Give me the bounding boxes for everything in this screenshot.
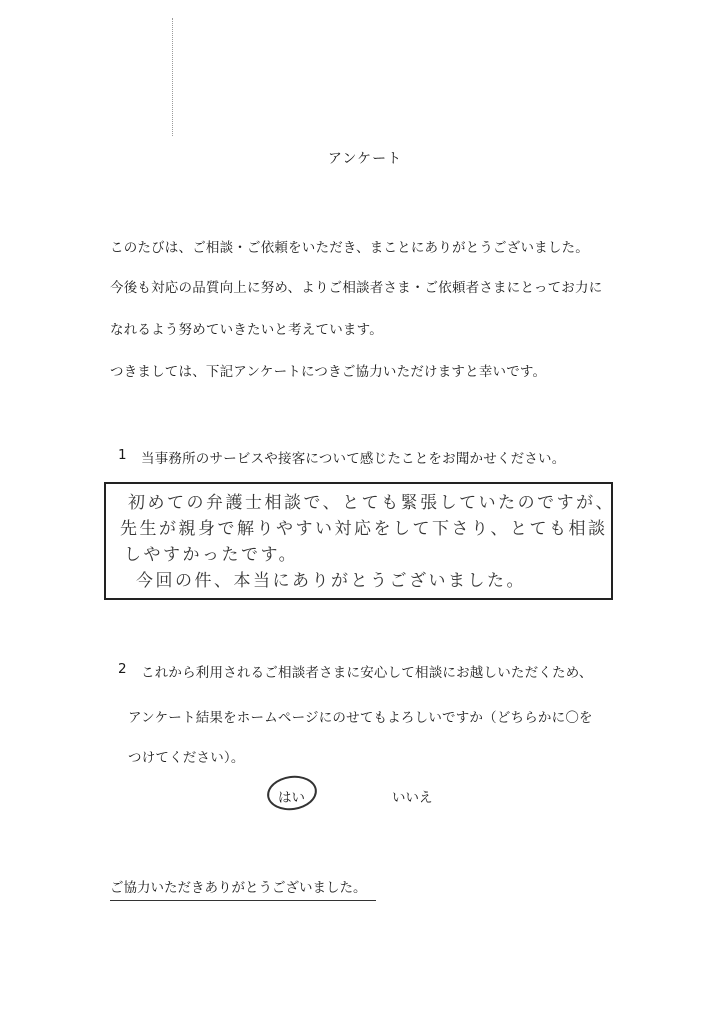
intro-line-3: なれるよう努めていきたいと考えています。 xyxy=(110,322,383,338)
question-2-line-1: これから利用されるご相談者さまに安心して相談にお越しいただくため、 xyxy=(141,665,593,681)
handwritten-answer-line-1: 初めての弁護士相談で、とても緊張していたのですが、 xyxy=(128,493,616,513)
question-2-line-2: アンケート結果をホームページにのせてもよろしいですか（どちらかに〇を xyxy=(128,710,593,726)
handwritten-answer-line-3: しやすかったです。 xyxy=(124,545,299,565)
intro-line-4: つきましては、下記アンケートにつきご協力いただけますと幸いです。 xyxy=(110,364,547,380)
intro-line-1: このたびは、ご相談・ご依頼をいただき、まことにありがとうございました。 xyxy=(110,240,589,256)
handwritten-answer-line-2: 先生が親身で解りやすい対応をして下さり、とても相談 xyxy=(120,519,608,539)
closing-message: ご協力いただきありがとうございました。 xyxy=(110,876,376,901)
question-1-text: 当事務所のサービスや接客について感じたことをお聞かせください。 xyxy=(141,451,566,467)
question-1-number: 1 xyxy=(118,447,127,463)
question-2-number: 2 xyxy=(118,661,127,677)
intro-line-2: 今後も対応の品質向上に努め、よりご相談者さま・ご依頼者さまにとってお力に xyxy=(110,280,603,296)
option-no[interactable]: いいえ xyxy=(392,790,433,806)
scan-artifact-line xyxy=(172,18,173,136)
question-1-answer-box xyxy=(104,482,616,600)
page-title: アンケート xyxy=(327,151,403,167)
question-2-line-3: つけてください）。 xyxy=(128,750,245,766)
option-yes[interactable]: はい xyxy=(278,790,305,806)
handwritten-answer-line-4: 今回の件、本当にありがとうございました。 xyxy=(136,571,526,591)
